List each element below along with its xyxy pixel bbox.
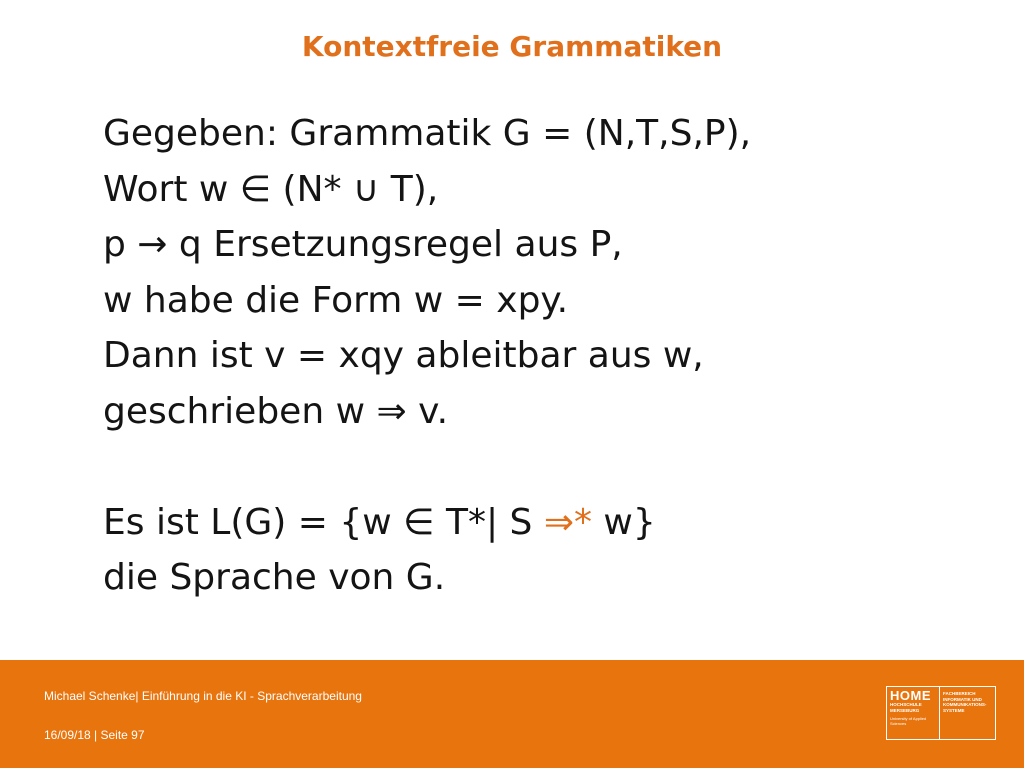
body-line-rule: p → q Ersetzungsregel aus P, <box>103 224 623 265</box>
university-logo <box>886 686 996 740</box>
body-line-given: Gegeben: Grammatik G = (N,T,S,P), <box>103 113 752 154</box>
body-line-language <box>103 495 751 551</box>
derives-star-arrow: ⇒* <box>543 501 592 543</box>
logo-right-panel <box>940 687 995 739</box>
body-line-word: Wort w ∈ (N* ∪ T), <box>103 168 439 210</box>
body-line-derivable: Dann ist v = xqy ableitbar aus w, <box>103 335 704 376</box>
logo-department: FACHBEREICH INFORMATIK UND KOMMUNIKATIONS-SYSTEME <box>943 691 987 713</box>
body-line-language-name: die Sprache von G. <box>103 557 446 598</box>
footer-author-course: Michael Schenke| Einführung in die KI - Sprachverarbeitung <box>44 689 362 703</box>
body-spacer <box>103 439 751 495</box>
slide-title: Kontextfreie Grammatiken <box>301 30 723 63</box>
logo-school-name: HOCHSCHULE MERSEBURG <box>890 702 922 713</box>
logo-left-panel <box>887 687 940 739</box>
body-line-written: geschrieben w ⇒ v. <box>103 390 449 432</box>
logo-mark: HOME <box>890 688 931 703</box>
language-prefix: Es ist L(G) = {w ∈ T*| S <box>103 501 544 543</box>
footer-bar <box>0 660 1024 768</box>
body-line-form: w habe die Form w = xpy. <box>103 279 569 321</box>
language-suffix: w} <box>591 501 656 543</box>
logo-university: University of Applied Sciences <box>890 716 927 726</box>
footer-date-page: 16/09/18 | Seite 97 <box>44 728 145 742</box>
slide-body <box>103 106 751 606</box>
